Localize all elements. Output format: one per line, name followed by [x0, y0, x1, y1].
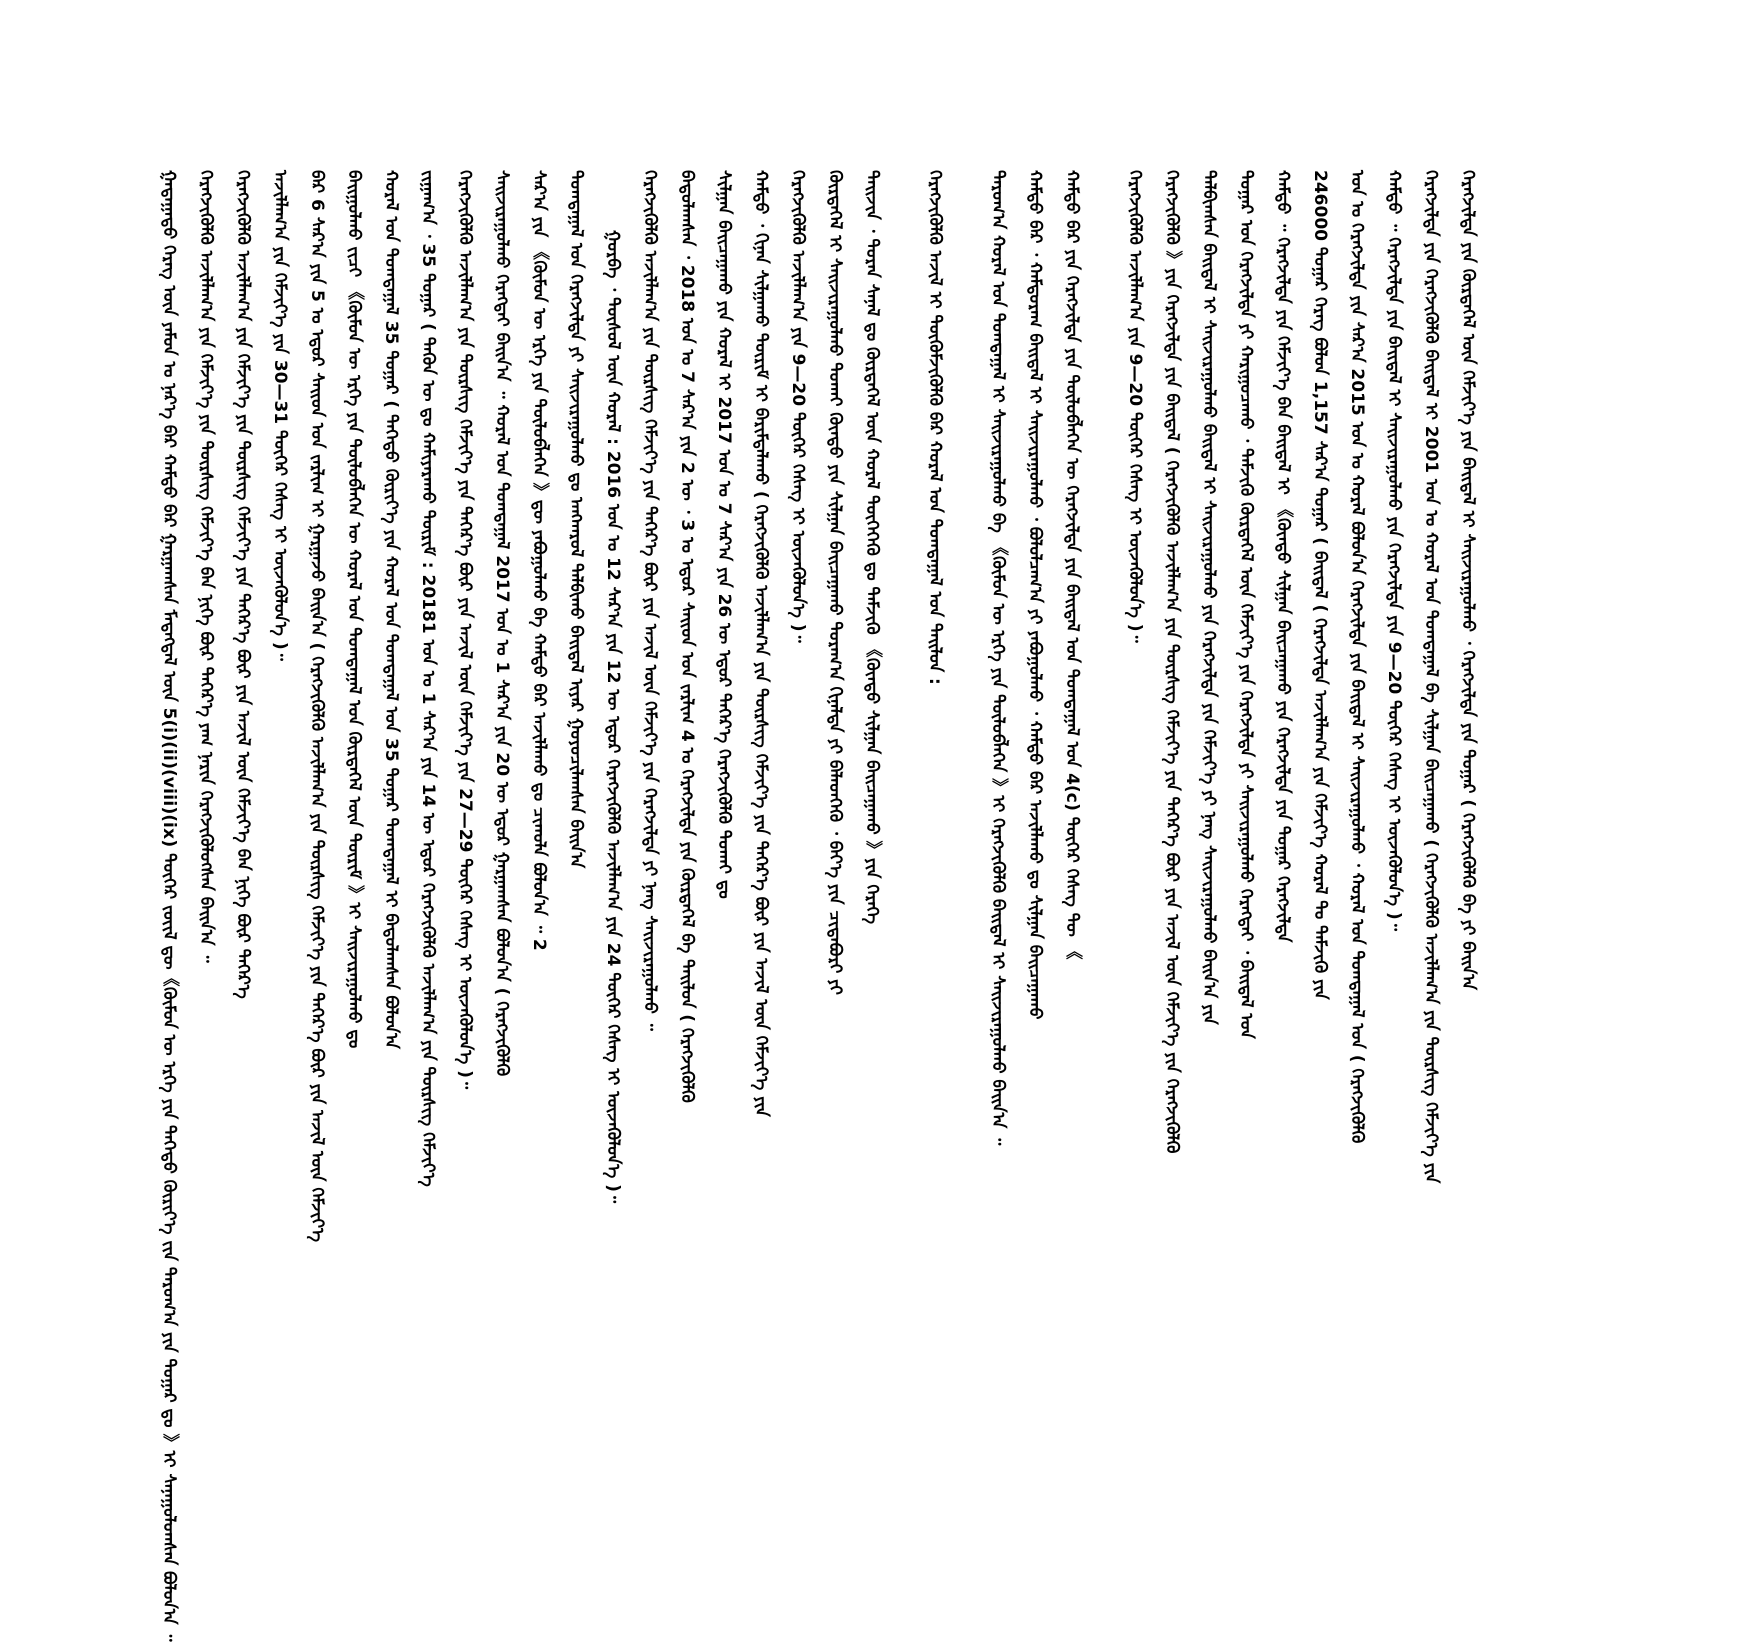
- text-line: ᠬᠠᠮᠲᠤ ᠪᠡᠷ ᠶᠢᠨ ᠬᠡᠷᠡᠭᠵᠢᠯᠲᠡ ᠶᠢᠨ ᠲᠥᠯᠥᠪᠯᠡᠭᠡᠨ ᠦ ᠬᠡᠷᠡᠭᠵᠢᠯᠲᠡ ᠶᠢᠨ ᠪᠠᠢᠳᠠᠯ ᠤᠨ ᠲᠣᠭᠲᠠᠭᠠᠯ ᠤᠨ 4(c) ᠳᠦᠭᠡᠷ ᠬᠡᠰᠡᠭ ᠲᠦ 《: [1062, 170, 1082, 961]
- text-line: ᠲᠣᠭᠲᠠᠭᠠᠯ ᠤᠨ ᠬᠡᠷᠡᠭᠵᠢᠯᠲᠡ ᠶᠢ ᠰᠠᠢᠵᠢᠷᠠᠭᠤᠯᠬᠤ ᠳᠤ ᠠᠩᠬᠠᠷᠤᠯ ᠲᠠᠯᠪᠢᠬᠤ ᠪᠠᠢᠳᠠᠯ ᠢᠶᠠᠷ ᠭᠤᠶᠤᠴᠢᠯᠠᠭᠰᠠᠨ ᠪᠠᠢᠨ᠎ᠠ: [566, 170, 586, 869]
- text-line: ᠲᠠᠯᠪᠢᠭᠰᠠᠨ ᠪᠠᠢᠳᠠᠯ ᠢ ᠰᠠᠢᠵᠢᠷᠠᠭᠤᠯᠬᠤ ᠪᠠᠢᠳᠠᠯ ᠢ ᠰᠠᠢᠵᠢᠷᠠᠭᠤᠯᠬᠤ ᠶᠢᠨ ᠬᠡᠷᠡᠭᠵᠢᠯᠲᠡ ᠶᠢᠨ ᠬᠡᠮᠵᠢᠶ᠎ᠡ ᠶᠢ ᠨᠡᠩ ᠰᠠᠢᠵᠢᠷᠠᠭᠤᠯᠬᠤ ᠪᠠᠢᠨ᠎ᠠ ᠶᠢᠨ: [1199, 170, 1219, 1025]
- text-line: ᠬᠠᠮᠲᠤ ᠃ ᠬᠡᠷᠡᠭᠵᠢᠯᠲᠡ ᠶᠢᠨ ᠬᠡᠮᠵᠢᠶ᠎ᠡ ᠪᠡᠨ ᠪᠠᠢᠳᠠᠯ ᠢ 《ᠬᠦᠨᠳᠦ ᠰᠢᠯᠭᠠᠨ ᠪᠠᠢᠴᠠᠭᠠᠬᠤ ᠶᠢᠨ ᠬᠡᠷᠡᠭᠵᠢᠯᠲᠡ ᠶᠢᠨ ᠳᠤᠭᠠᠷ ᠬᠡᠷᠡᠭᠵᠢᠯᠲᠡ: [1273, 170, 1293, 943]
- text-line: ᠬᠡᠷᠡᠭᠵᠢᠭᠦᠯᠬᠦ ᠠᠵᠢᠯᠯᠠᠭ᠎ᠠ ᠶᠢᠨ ᠬᠡᠮᠵᠢᠶ᠎ᠡ ᠶᠢᠨ ᠲᠦᠷᠰᠢᠭ ᠬᠡᠮᠵᠢᠶ᠎ᠡ ᠶᠢᠨ ᠳᠡᠭᠡᠷ᠎ᠡ ᠪᠦᠷ ᠶᠢᠨ ᠠᠵᠢᠯ ᠦᠨ ᠬᠡᠮᠵᠢᠶ᠎ᠡ ᠪᠡᠨ ᠨᠢᠭᠡ ᠪᠦᠷ ᠳᠡᠭᠡᠷ᠎ᠡ: [233, 170, 253, 999]
- paragraph: [150, 170, 261, 1642]
- text-line: ᠳᠤᠭᠠᠷ ᠤᠨ ᠬᠡᠷᠡᠭᠵᠢᠯᠲᠡ ᠶᠢ ᠬᠠᠷᠢᠭᠤᠴᠠᠬᠤ ᠂ ᠳᠡᠮᠵᠢᠬᠦ ᠬᠦᠷᠲᠡᠭᠡᠯ ᠦᠨ ᠬᠡᠮᠵᠢᠶ᠎ᠡ ᠶᠢᠨ ᠬᠡᠷᠡᠭᠵᠢᠯᠲᠡ ᠶᠢ ᠰᠠᠢᠵᠢᠷᠠᠭᠤᠯᠬᠤ ᠬᠡᠷᠡᠭᠲᠡᠢ ᠂ ᠪᠠᠢᠳᠠᠯ ᠤᠨ: [1236, 170, 1256, 1039]
- paragraph: [916, 170, 953, 1060]
- text-line: ᠬᠡᠷᠡᠭᠵᠢᠭᠦᠯᠬᠦ ᠠᠵᠢᠯᠯᠠᠭ᠎ᠠ ᠶᠢᠨ 9—20 ᠳᠦᠭᠡᠷ ᠬᠡᠰᠡᠭ ᠢ ᠦᠵᠡᠭᠦᠯᠦᠨ᠎ᠡ )᠃: [788, 170, 808, 643]
- text-line: ᠪᠠᠷ 6 ᠰᠠᠷ᠎ᠠ ᠶᠢᠨ 5 ᠤ ᠡᠳᠦᠷ ᠰᠠᠢᠳ ᠤᠨ ᠵᠠᠷᠯᠢᠭ ᠢ ᠭᠠᠷᠭᠠᠵᠤ ᠪᠠᠢᠨ᠎ᠠ ( ᠬᠡᠷᠡᠭᠵᠢᠭᠦᠯᠬᠦ ᠠᠵᠢᠯᠯᠠᠭ᠎ᠠ ᠶᠢᠨ ᠲᠦᠷᠰᠢᠭ ᠬᠡᠮᠵᠢᠶ᠎ᠡ ᠶᠢᠨ ᠳᠡᠭᠡᠷ᠎ᠡ ᠪᠦᠷ ᠶᠢᠨ ᠠᠵᠢᠯ ᠦᠨ ᠬᠡᠮᠵᠢᠶ᠎ᠡ: [307, 170, 327, 1242]
- text-line: ᠪᠠᠳᠤᠯᠠᠭᠰᠠᠨ ᠂ 2018 ᠣᠨ ᠤ 7 ᠰᠠᠷ᠎ᠠ ᠶᠢᠨ 2 ᠦ ᠂ 3 ᠤ ᠡᠳᠦᠷ ᠰᠠᠢᠳ ᠤᠨ ᠵᠠᠷᠯᠢᠭ 4 ᠤ ᠬᠡᠷᠡᠭᠵᠢᠯᠲᠡ ᠶᠢᠨ ᠬᠦᠷᠲᠡᠭᠡᠯ ᠪᠠ ᠲᠠᠢᠯᠤᠨ ( ᠬᠡᠷᠡᠭᠵᠢᠭᠦᠯᠬᠦ: [677, 170, 697, 1103]
- text-line: ᠭᠤᠷᠪᠠ ᠂ ᠲᠥᠰᠦᠯ ᠦᠨ ᠬᠤᠷᠠᠯ : 2016 ᠣᠨ ᠤ 12 ᠰᠠᠷ᠎ᠠ ᠶᠢᠨ 12 ᠦ ᠡᠳᠦᠷ ᠬᠡᠷᠡᠭᠵᠢᠭᠦᠯᠬᠦ ᠠᠵᠢᠯᠯᠠᠭ᠎ᠠ ᠶᠢᠨ 24 ᠳᠦᠭᠡᠷ ᠬᠡᠰᠡᠭ ᠢ ᠦᠵᠡᠭᠦᠯᠦᠨ᠎ᠡ )᠃: [603, 230, 623, 1204]
- text-line: ᠰᠠᠷ᠎ᠠ ᠶᠢᠨ 《ᠬᠦᠮᠦᠨ ᠦ ᠡᠷᠬᠡ ᠶᠢᠨ ᠲᠥᠯᠥᠪᠯᠡᠭᠡᠨ 》ᠳᠦ ᠶᠠᠪᠤᠭᠤᠯᠬᠤ ᠪᠠ ᠬᠠᠮᠲᠤ ᠪᠡᠷ ᠠᠵᠢᠯᠯᠠᠬᠤ ᠳᠤ ᠴᠢᠬᠤᠯᠠ ᠪᠣᠯᠤᠨ᠎ᠠ ᠃ 2: [529, 170, 549, 951]
- text-line: ᠬᠦᠷᠲᠡᠭᠡᠯ ᠢ ᠰᠠᠢᠵᠢᠷᠠᠭᠤᠯᠬᠤ ᠲᠤᠬᠠᠢ ᠬᠦᠨᠳᠦ ᠶᠢᠨ ᠰᠢᠯᠭᠠᠨ ᠪᠠᠢᠴᠠᠭᠠᠬᠤ ᠳᠤᠷᠠᠭ᠎ᠠ ᠬᠢᠨᠠᠯᠲᠠ ᠶᠢ ᠪᠡᠯᠡᠳᠬᠡᠬᠦ ᠂ ᠪᠡᠶ᠎ᠡ ᠶᠢᠨ ᠴᠢᠳᠠᠪᠤᠷᠢ ᠶᠢ: [825, 170, 845, 995]
- document-body: [150, 170, 1486, 1642]
- text-line: ᠭᠠᠳᠠᠭᠠᠳᠤ ᠬᠡᠷᠡᠭ ᠦᠨ ᠶᠠᠮᠤᠨ ᠤ ᠨᠡᠷ᠎ᠡ ᠪᠡᠷ ᠬᠠᠮᠲᠤ ᠪᠡᠷ ᠭᠠᠷᠭᠠᠭᠰᠠᠨ ᠮᠡᠳᠡᠭᠳᠡᠯ ᠦᠨ 5(i)(ii)(viii)(ix) ᠳᠦᠭᠡᠷ ᠵᠦᠢᠯ ᠳᠦ《ᠬᠦᠮᠦᠨ ᠦ ᠡᠷᠬᠡ ᠶᠢᠨ ᠳᠡᠭᠡᠳᠦ ᠬᠦᠷᠢᠶ᠎ᠡ ᠵᠢᠨ ᠳᠠᠷᠤᠭ᠎ᠠ ᠶᠢᠨ ᠳᠤᠭᠠᠷ ᠳᠤ 》ᠢ ᠰᠠᠨᠠᠭᠤᠯᠤᠭᠰᠠᠨ ᠪᠣᠯᠤᠨ᠎ᠠ ᠃: [159, 170, 179, 1642]
- text-line: ᠳᠠᠢᠵᠢᠨ ᠂ ᠳᠤᠷᠠᠨ ᠰᠠᠨᠠᠯ ᠳᠤ ᠬᠦᠷᠲᠡᠭᠡᠯ ᠦᠨ ᠬᠤᠷᠠᠯ ᠲᠥᠭᠡᠭᠡᠬᠦ ᠳᠤ ᠳᠡᠮᠵᠢᠬᠦ 《ᠬᠦᠨᠳᠦ ᠰᠢᠯᠭᠠᠨ ᠪᠠᠢᠴᠠᠭᠠᠬᠤ 》ᠶᠢᠨ ᠬᠡᠷᠡᠭᠡ: [862, 170, 882, 924]
- paragraph: [1116, 170, 1486, 1184]
- paragraph: [261, 170, 594, 1242]
- text-line: ᠬᠡᠷᠡᠭᠵᠢᠯᠲᠡ ᠶᠢᠨ ᠬᠡᠷᠡᠭᠵᠢᠭᠦᠯᠬᠦ ᠪᠠᠢᠳᠠᠯ ᠢ 2001 ᠣᠨ ᠤ ᠬᠤᠷᠠᠯ ᠤᠨ ᠲᠣᠭᠲᠠᠭᠠᠯ ᠪᠠ ᠰᠢᠯᠭᠠᠨ ᠪᠠᠢᠴᠠᠭᠠᠬᠤ ( ᠬᠡᠷᠡᠭᠵᠢᠭᠦᠯᠬᠦ ᠠᠵᠢᠯᠯᠠᠭ᠎ᠠ ᠶᠢᠨ ᠲᠦᠷᠰᠢᠭ ᠬᠡᠮᠵᠢᠶ᠎ᠡ ᠶᠢᠨ: [1421, 170, 1441, 1184]
- paragraph: [742, 170, 890, 1117]
- text-line: ᠬᠡᠷᠡᠭᠵᠢᠭᠦᠯᠬᠦ ᠠᠵᠢᠯ ᠢ ᠳᠦᠭᠦᠮᠵᠢᠭᠦᠯᠬᠦ ᠪᠡᠷ ᠬᠤᠷᠠᠯ ᠤᠨ ᠲᠣᠭᠲᠠᠭᠠᠯ ᠤᠨ ᠲᠠᠢᠯᠤᠨ :: [925, 170, 945, 685]
- text-line: ᠠᠵᠢᠯᠯᠠᠭ᠎ᠠ ᠶᠢᠨ ᠬᠡᠮᠵᠢᠶ᠎ᠡ ᠶᠢᠨ 30—31 ᠳᠦᠭᠡᠷ ᠬᠡᠰᠡᠭ ᠢ ᠦᠵᠡᠭᠦᠯᠦᠨ᠎ᠡ )᠃: [270, 170, 290, 661]
- text-line: ᠬᠤᠷᠠᠯ ᠤᠨ ᠲᠣᠭᠲᠠᠭᠠᠯ 35 ᠳᠤᠭᠠᠷ ( ᠳᠡᠭᠡᠳᠦ ᠬᠦᠷᠢᠶ᠎ᠡ ᠶᠢᠨ ᠬᠤᠷᠠᠯ ᠤᠨ ᠲᠣᠭᠲᠠᠭᠠᠯ ᠤᠨ 35 ᠳᠤᠭᠠᠷ ᠲᠣᠭᠲᠠᠭᠠᠯ ᠢ ᠪᠠᠲᠤᠯᠠᠭᠰᠠᠨ ᠪᠣᠯᠤᠨ᠎ᠠ: [381, 170, 401, 1049]
- paragraph: [594, 170, 742, 1204]
- text-line: ᠬᠡᠷᠡᠭᠵᠢᠭᠦᠯᠬᠦ ᠠᠵᠢᠯᠯᠠᠭ᠎ᠠ ᠶᠢᠨ ᠲᠦᠷᠰᠢᠭ ᠬᠡᠮᠵᠢᠶ᠎ᠡ ᠶᠢᠨ ᠳᠡᠭᠡᠷ᠎ᠡ ᠪᠦᠷ ᠶᠢᠨ ᠠᠵᠢᠯ ᠦᠨ ᠬᠡᠮᠵᠢᠶ᠎ᠡ ᠶᠢᠨ ᠬᠡᠷᠡᠭᠵᠢᠯᠲᠡ ᠶᠢ ᠨᠡᠩ ᠰᠠᠢᠵᠢᠷᠠᠭᠤᠯᠬᠤ ᠃: [640, 170, 660, 1031]
- text-line: ᠪᠠᠢᠭᠤᠯᠬᠤ ᠵᠢᠴᠢ 《ᠬᠦᠮᠦᠨ ᠦ ᠡᠷᠬᠡ ᠶᠢᠨ ᠲᠥᠯᠥᠪᠯᠡᠭᠡᠨ ᠦ ᠬᠤᠷᠠᠯ ᠤᠨ ᠲᠣᠭᠲᠠᠭᠠᠯ ᠤᠨ ᠬᠦᠷᠲᠡᠭᠡᠯ ᠦᠨ ᠳᠦᠷᠢᠮ 》ᠢ ᠰᠠᠢᠵᠢᠷᠠᠭᠤᠯᠬᠤ ᠳᠤ: [344, 170, 364, 1049]
- text-line: ᠰᠢᠯᠭᠠᠨ ᠪᠠᠢᠴᠠᠭᠠᠬᠤ ᠶᠢᠨ ᠬᠤᠷᠠᠯ ᠢ 2017 ᠣᠨ ᠤ 7 ᠰᠠᠷ᠎ᠠ ᠶᠢᠨ 26 ᠦ ᠡᠳᠦᠷ ᠳᠡᠭᠡᠷ᠎ᠡ ᠬᠡᠷᠡᠭᠵᠢᠭᠦᠯᠬᠦ ᠲᠤᠬᠠᠢ ᠳᠤ: [714, 170, 734, 899]
- text-line: ᠬᠡᠷᠡᠭᠵᠢᠯᠲᠡ ᠶᠢᠨ ᠬᠦᠷᠲᠡᠭᠡᠯ ᠦᠨ ᠬᠡᠮᠵᠢᠶ᠎ᠡ ᠶᠢᠨ ᠪᠠᠢᠳᠠᠯ ᠢ ᠰᠠᠢᠵᠢᠷᠠᠭᠤᠯᠬᠤ ᠂ ᠬᠡᠷᠡᠭᠵᠢᠯᠲᠡ ᠶᠢᠨ ᠳᠤᠭᠠᠷ ( ᠬᠡᠷᠡᠭᠵᠢᠭᠦᠯᠬᠦ ᠪᠠ ᠶᠢ ᠪᠠᠢᠨ᠎ᠠ: [1458, 170, 1478, 991]
- text-line: ᠬᠡᠷᠡᠭᠵᠢᠭᠦᠯᠬᠦ ᠠᠵᠢᠯᠯᠠᠭ᠎ᠠ ᠶᠢᠨ ᠲᠦᠷᠰᠢᠭ ᠬᠡᠮᠵᠢᠶ᠎ᠡ ᠶᠢᠨ ᠳᠡᠭᠡᠷ᠎ᠡ ᠪᠦᠷ ᠶᠢᠨ ᠠᠵᠢᠯ ᠦᠨ ᠬᠡᠮᠵᠢᠶ᠎ᠡ ᠶᠢᠨ 27—29 ᠳᠦᠭᠡᠷ ᠬᠡᠰᠡᠭ ᠢ ᠦᠵᠡᠭᠦᠯᠦᠨ᠎ᠡ )᠃: [455, 170, 475, 1090]
- paragraph: [979, 170, 1090, 1146]
- text-line: ᠬᠡᠷᠡᠭᠵᠢᠭᠦᠯᠬᠦ 》ᠶᠢᠨ ᠬᠡᠷᠡᠭᠵᠢᠯᠲᠡ ᠶᠢᠨ ᠪᠠᠢᠳᠠᠯ ( ᠬᠡᠷᠡᠭᠵᠢᠭᠦᠯᠬᠦ ᠠᠵᠢᠯᠯᠠᠭ᠎ᠠ ᠶᠢᠨ ᠲᠦᠷᠰᠢᠭ ᠬᠡᠮᠵᠢᠶ᠎ᠡ ᠶᠢᠨ ᠳᠡᠭᠡᠷ᠎ᠡ ᠪᠦᠷ ᠶᠢᠨ ᠠᠵᠢᠯ ᠦᠨ ᠬᠡᠮᠵᠢᠶ᠎ᠡ ᠶᠢᠨ ᠬᠡᠷᠡᠭᠵᠢᠭᠦᠯᠬᠦ: [1162, 170, 1182, 1154]
- text-line: ᠬᠠᠮᠲᠤ ᠪᠡᠷ ᠂ ᠬᠠᠮᠲᠤᠷᠠᠭ ᠪᠠᠢᠳᠠᠯ ᠢ ᠰᠠᠢᠵᠢᠷᠠᠭᠤᠯᠬᠤ ᠂ ᠪᠣᠯᠤᠯᠴᠠᠭ᠎ᠠ ᠶᠢ ᠶᠠᠪᠤᠭᠤᠯᠬᠤ ᠂ ᠬᠠᠮᠲᠤ ᠪᠡᠷ ᠠᠵᠢᠯᠯᠠᠬᠤ ᠳᠤ ᠰᠢᠯᠭᠠᠨ ᠪᠠᠢᠴᠠᠭᠠᠬᠤ: [1025, 170, 1045, 1020]
- text-line: ᠳᠠᠷᠤᠭ᠎ᠠ ᠬᠤᠷᠠᠯ ᠤᠨ ᠲᠣᠭᠲᠠᠭᠠᠯ ᠢ ᠰᠠᠢᠵᠢᠷᠠᠭᠤᠯᠬᠤ ᠪᠠ 《ᠬᠦᠮᠦᠨ ᠦ ᠡᠷᠬᠡ ᠶᠢᠨ ᠲᠥᠯᠥᠪᠯᠡᠭᠡᠨ 》ᠢ ᠬᠡᠷᠡᠭᠵᠢᠭᠦᠯᠬᠦ ᠪᠠᠢᠳᠠᠯ ᠢ ᠰᠠᠢᠵᠢᠷᠠᠭᠤᠯᠬᠤ ᠪᠠᠢᠨ᠎ᠠ ᠃: [988, 170, 1008, 1146]
- text-line: ᠬᠠᠮᠲᠤ ᠂ ᠬᠢᠨᠠᠨ ᠰᠢᠯᠭᠠᠬᠤ ᠳᠦᠷᠢᠮ ᠢ ᠪᠠᠷᠢᠮᠲᠠᠯᠠᠬᠤ ( ᠬᠡᠷᠡᠭᠵᠢᠭᠦᠯᠬᠦ ᠠᠵᠢᠯᠯᠠᠭ᠎ᠠ ᠶᠢᠨ ᠲᠦᠷᠰᠢᠭ ᠬᠡᠮᠵᠢᠶ᠎ᠡ ᠶᠢᠨ ᠳᠡᠭᠡᠷ᠎ᠡ ᠪᠦᠷ ᠶᠢᠨ ᠠᠵᠢᠯ ᠦᠨ ᠬᠡᠮᠵᠢᠶ᠎ᠡ ᠶᠢᠨ: [751, 170, 771, 1117]
- text-line: ᠰᠠᠢᠵᠢᠷᠠᠭᠤᠯᠬᠤ ᠬᠡᠷᠡᠭᠲᠡᠢ ᠪᠠᠢᠨ᠎ᠠ ᠃ ᠬᠤᠷᠠᠯ ᠤᠨ ᠲᠣᠭᠲᠠᠭᠠᠯ 2017 ᠣᠨ ᠤ 1 ᠰᠠᠷ᠎ᠠ ᠶᠢᠨ 20 ᠦ ᠡᠳᠦᠷ ᠭᠠᠷᠭᠠᠭᠰᠠᠨ ᠪᠣᠯᠤᠨ᠎ᠠ ( ᠬᠡᠷᠡᠭᠵᠢᠭᠦᠯᠬᠦ: [492, 170, 512, 1077]
- text-line: ᠣᠨ ᠤ ᠬᠡᠷᠡᠭᠵᠢᠯᠲᠡ ᠶᠢᠨ ᠰᠠᠷ᠎ᠠ 2015 ᠣᠨ ᠤ ᠬᠤᠷᠠᠯ ᠪᠣᠯᠤᠨ᠎ᠠ ᠬᠡᠷᠡᠭᠵᠢᠯᠲᠡ ᠶᠢᠨ ᠪᠠᠢᠳᠠᠯ ᠢ ᠰᠠᠢᠵᠢᠷᠠᠭᠤᠯᠬᠤ ᠂ ᠬᠤᠷᠠᠯ ᠤᠨ ᠲᠣᠭᠲᠠᠭᠠᠯ ᠤᠨ ( ᠬᠡᠷᠡᠭᠵᠢᠭᠦᠯᠬᠦ: [1347, 170, 1367, 1144]
- text-line: ᠬᠠᠮᠲᠤ ᠃ ᠬᠡᠷᠡᠭᠵᠢᠯᠲᠡ ᠶᠢᠨ ᠪᠠᠢᠳᠠᠯ ᠢ ᠰᠠᠢᠵᠢᠷᠠᠭᠤᠯᠬᠤ ᠶᠢᠨ ᠬᠡᠷᠡᠭᠵᠢᠯᠲᠡ ᠶᠢᠨ 9—20 ᠳᠦᠭᠡᠷ ᠬᠡᠰᠡᠭ ᠢ ᠦᠵᠡᠭᠦᠯᠦᠨ᠎ᠡ )᠃: [1384, 170, 1404, 931]
- text-line: 246000 ᠳᠤᠭᠠᠷ ᠬᠡᠷᠡᠭ ᠪᠣᠯᠤᠨ 1,157 ᠰᠠᠷ᠎ᠠ ᠳᠤᠭᠠᠷ ( ᠪᠠᠢᠳᠠᠯ ( ᠬᠡᠷᠡᠭᠵᠢᠯᠲᠡ ᠠᠵᠢᠯᠯᠠᠭ᠎ᠠ ᠶᠢᠨ ᠬᠡᠮᠵᠢᠶ᠎ᠡ ᠬᠤᠷᠠᠯ ᠲᠤ ᠳᠡᠮᠵᠢᠬᠦ ᠶᠢᠨ: [1310, 170, 1330, 1000]
- text-line: ᠵᠢᠭᠠᠭ᠎ᠠ ᠂ 35 ᠳᠤᠭᠠᠷ ( ᠲᠡᠭᠦᠨ ᠦ ᠳᠤ ᠬᠠᠮᠢᠶᠠᠷᠠᠬᠤ ᠳᠦᠷᠢᠮ : 20181 ᠣᠨ ᠤ 1 ᠰᠠᠷ᠎ᠠ ᠶᠢᠨ 14 ᠦ ᠡᠳᠦᠷ ᠬᠡᠷᠡᠭᠵᠢᠭᠦᠯᠬᠦ ᠠᠵᠢᠯᠯᠠᠭ᠎ᠠ ᠶᠢᠨ ᠲᠦᠷᠰᠢᠭ ᠬᠡᠮᠵᠢᠶ᠎ᠡ: [418, 170, 438, 1187]
- text-line: ᠬᠡᠷᠡᠭᠵᠢᠭᠦᠯᠬᠦ ᠠᠵᠢᠯᠯᠠᠭ᠎ᠠ ᠶᠢᠨ 9—20 ᠳᠦᠭᠡᠷ ᠬᠡᠰᠡᠭ ᠢ ᠦᠵᠡᠭᠦᠯᠦᠨ᠎ᠡ )᠃: [1125, 170, 1145, 643]
- text-line: ᠬᠡᠷᠡᠭᠵᠢᠭᠦᠯᠬᠦ ᠠᠵᠢᠯᠯᠠᠭ᠎ᠠ ᠶᠢᠨ ᠬᠡᠮᠵᠢᠶ᠎ᠡ ᠶᠢᠨ ᠲᠦᠷᠰᠢᠭ ᠬᠡᠮᠵᠢᠶ᠎ᠡ ᠪᠡᠨ ᠨᠢᠭᠡ ᠪᠦᠷ ᠳᠡᠭᠡᠷ᠎ᠡ ᠶᠠᠭ ᠨᠠᠷᠢᠨ ᠬᠡᠷᠡᠭᠵᠢᠭᠦᠯᠦᠭᠰᠡᠨ ᠪᠠᠢᠨ᠎ᠠ ᠃: [196, 170, 216, 963]
